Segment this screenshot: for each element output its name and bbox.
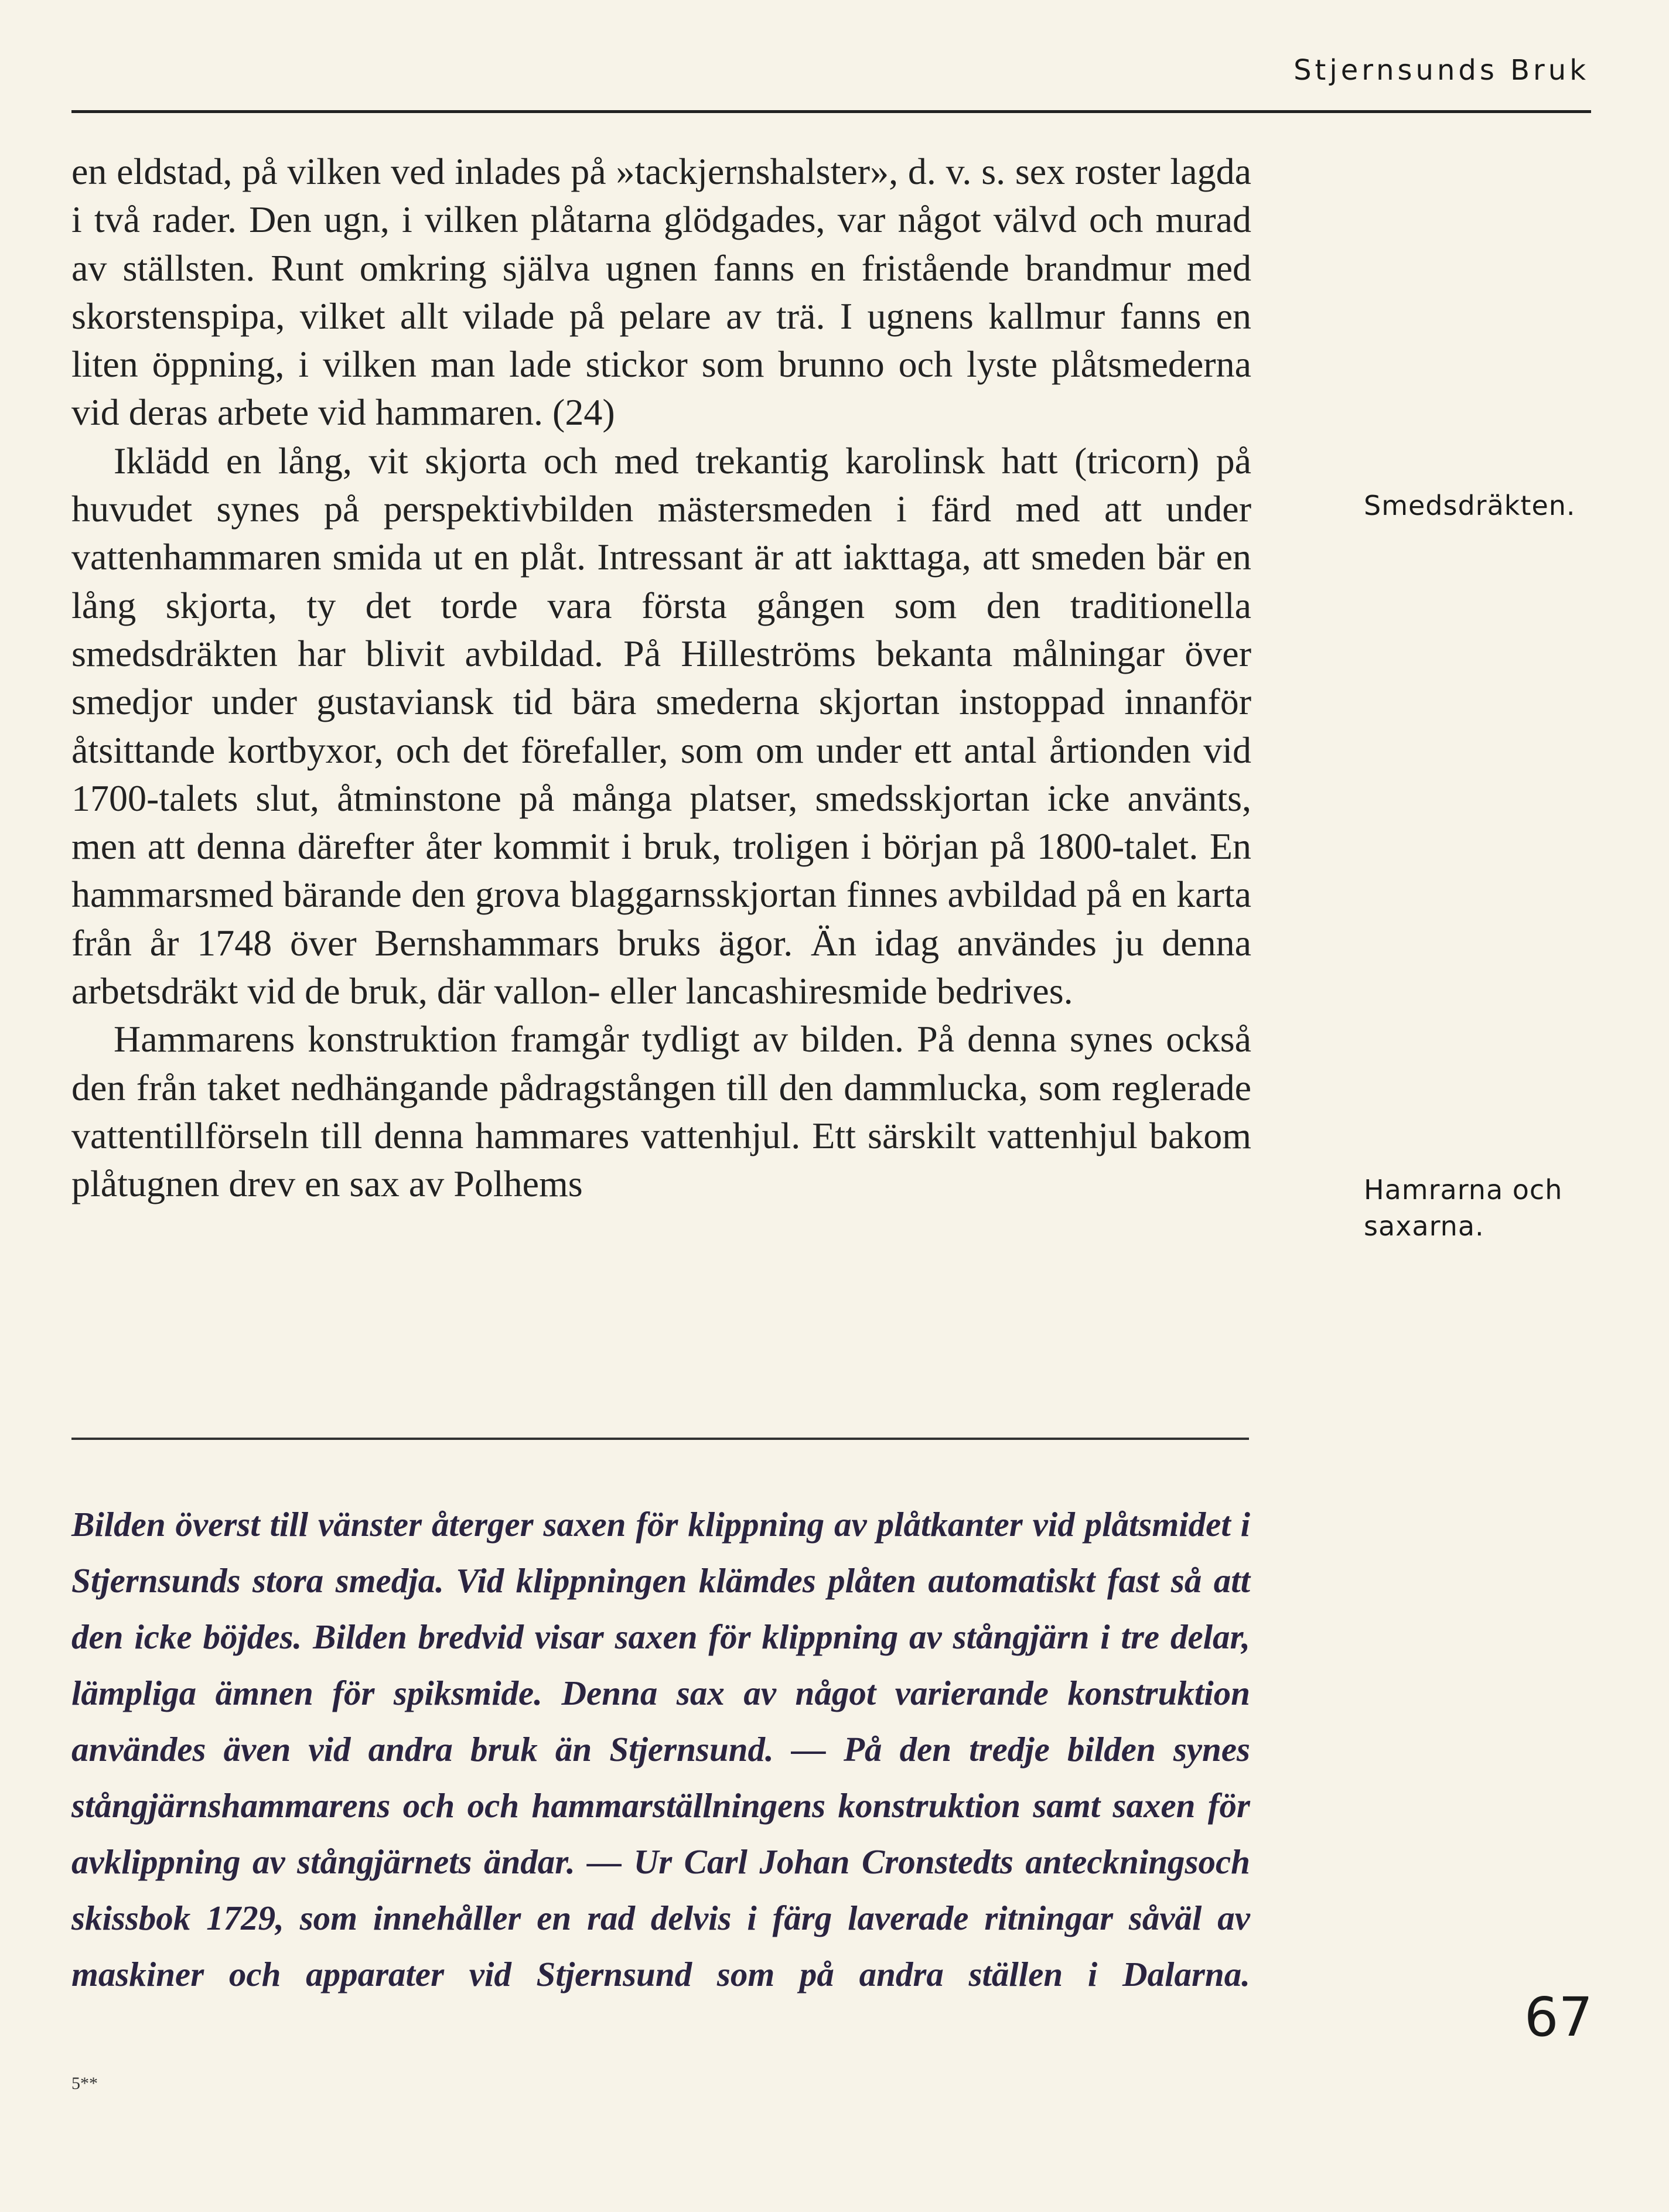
figure-caption: Bilden överst till vänster återger saxen för klippning av plåtkanter vid plåtsmidet i Stjernsunds stora smedja. Vid klippningen klämdes plåten automatiskt fast så att den icke böjdes. Bilden bredvid visar saxen för klippning av stångjärn i tre delar, lämpliga ämnen för spiksmide. Denna sax av något varierande konstruktion användes även vid andra bruk än Stjernsund. — På den tredje bilden synes stångjärnshammarens och och hammarställningens konstruktion samt saxen för avklippning av stångjärnets ändar. — Ur Carl Johan Cronstedts anteckningsoch skissbok 1729, som innehåller en rad delvis i färg laverade ritningar såväl av maskiner och apparater vid Stjernsund som på andra ställen i Dalarna. <box>71 1505 1250 1993</box>
margin-note-smedsdrakten: Smedsdräkten. <box>1364 490 1576 521</box>
paragraph-1: en eldstad, på vilken ved inlades på »tackjernshalster», d. v. s. sex roster lagda i två rader. Den ugn, i vilken plåtarna glödgades, var något välvd och murad av ställsten. Runt omkring själva ugnen fanns en fristående brandmur med skorstenspipa, vilket allt vilade på pelare av trä. I ugnens kallmur fanns en liten öppning, i vilken man lade stickor som brunno och lyste plåtsmederna vid deras arbete vid hammaren. (24) <box>71 151 1251 433</box>
header-rule <box>71 110 1591 113</box>
body-text <box>71 148 1251 1209</box>
paragraph-3: Hammarens konstruktion framgår tydligt av bilden. På denna synes också den från taket nedhängande pådragstången till den dammlucka, som reglerade vattentillförseln till denna hammares vattenhjul. Ett särskilt vattenhjul bakom plåtugnen drev en sax av Polhems <box>71 1018 1251 1205</box>
page-number: 67 <box>1524 1986 1593 2049</box>
signature-mark: 5** <box>71 2074 98 2093</box>
margin-note-hamrarna: Hamrarna och saxarna. <box>1364 1174 1563 1242</box>
running-head: Stjernsunds Bruk <box>1293 54 1589 87</box>
paragraph-2: Iklädd en lång, vit skjorta och med trekantig karolinsk hatt (tricorn) på huvudet synes på perspektivbilden mästersmeden i färd med att under vattenhammaren smida ut en plåt. Intressant är att iakttaga, att smeden bär en lång skjorta, ty det torde vara första gången som den traditionella smedsdräkten har blivit avbildad. På Hilleströms bekanta målningar över smedjor under gustaviansk tid bära smederna skjortan instoppad innanför åtsittande kortbyxor, och det förefaller, som om under ett antal årtionden vid 1700-talets slut, åtminstone på många platser, smedsskjortan icke använts, men att denna därefter åter kommit i bruk, troligen i början på 1800-talet. En hammarsmed bärande den grova blaggarnsskjortan finnes avbildad på en karta från år 1748 över Bernshammars bruks ägor. Än idag användes ju denna arbetsdräkt vid de bruk, där vallon- eller lancashiresmide bedrives. <box>71 439 1251 1012</box>
caption-rule <box>71 1438 1249 1440</box>
